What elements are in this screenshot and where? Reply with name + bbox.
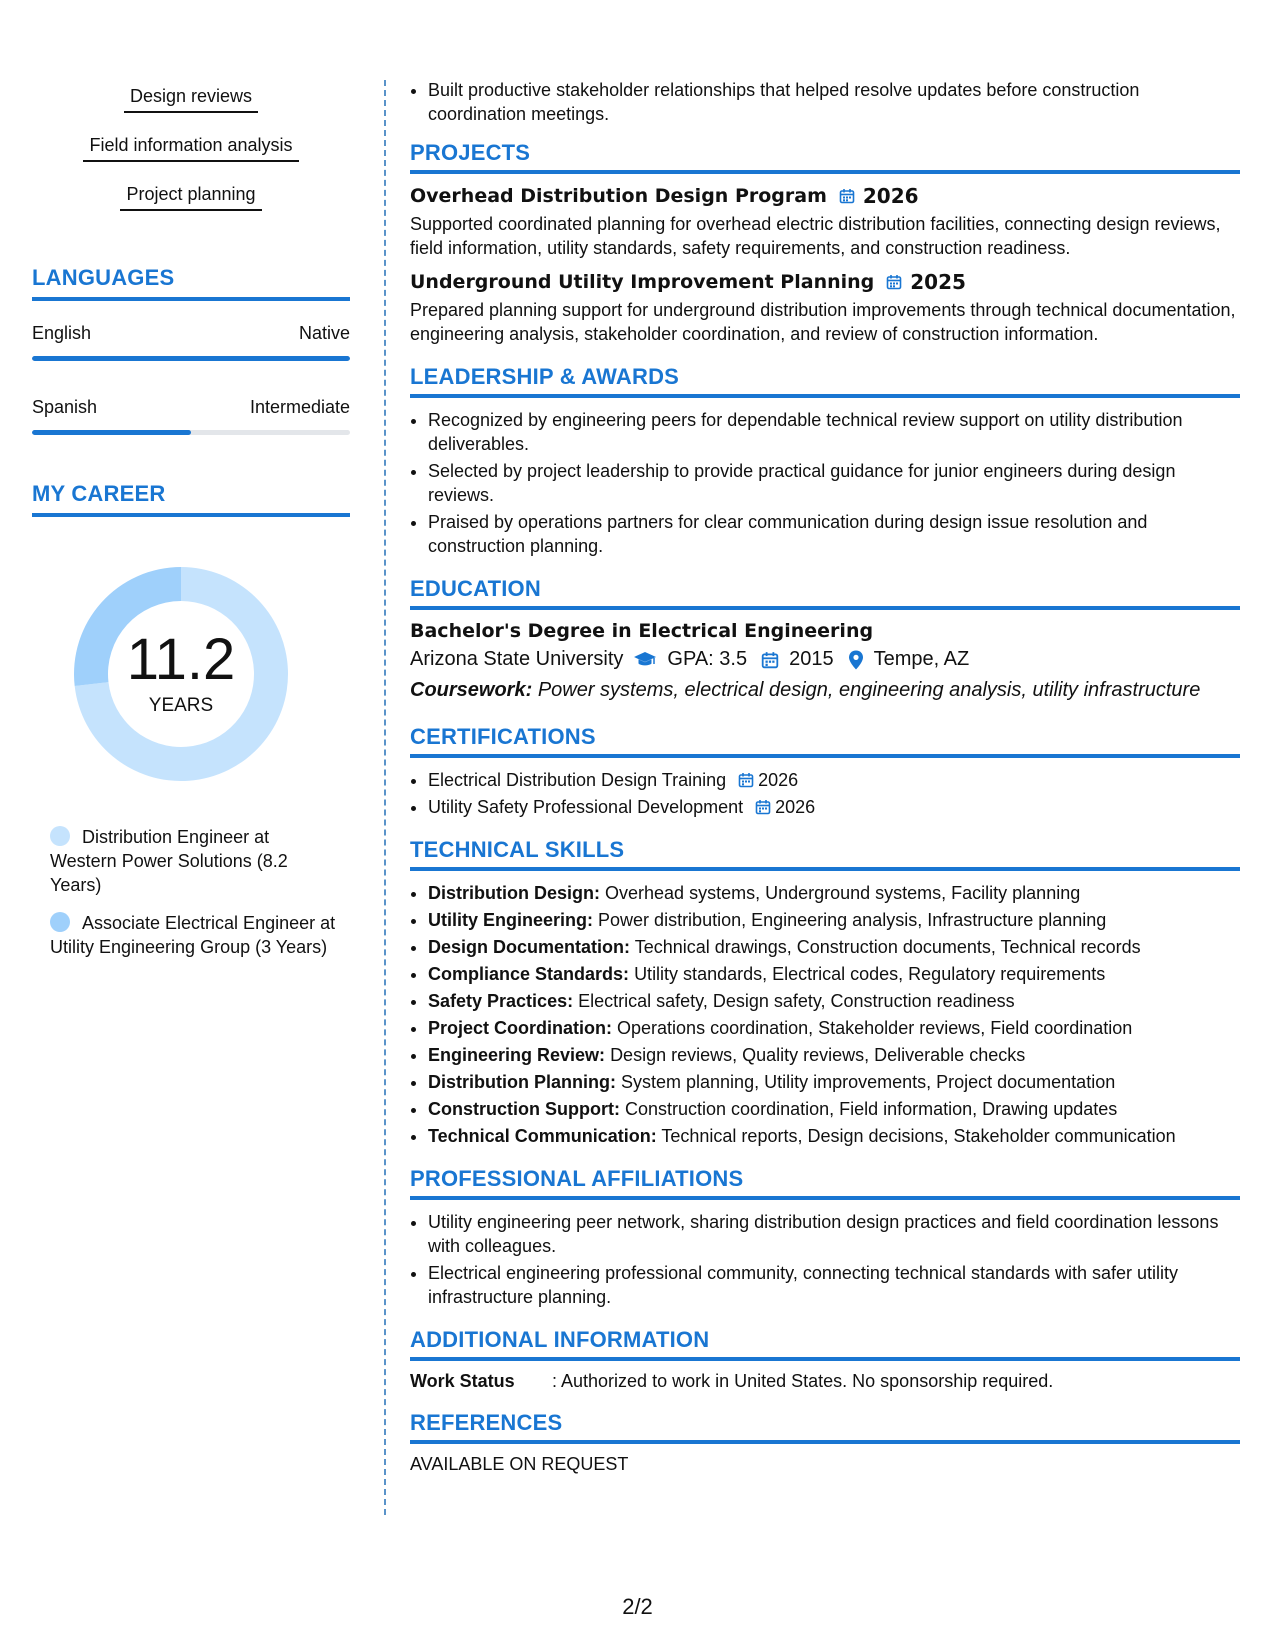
project-title: Underground Utility Improvement Planning xyxy=(410,271,875,293)
certifications-list xyxy=(410,768,1240,819)
map-pin-icon xyxy=(848,650,864,670)
language-item xyxy=(32,397,350,435)
affiliation-item: • Electrical engineering professional community, connecting technical standards with safer utility infrastructure planning. xyxy=(428,1261,1240,1309)
language-item xyxy=(32,323,350,361)
languages-list xyxy=(32,323,350,435)
language-bar xyxy=(32,356,350,361)
coursework-list: Power systems, electrical design, engineering analysis, utility infrastructure xyxy=(537,679,1201,701)
skill-category: Engineering Review: xyxy=(428,1045,606,1065)
education-degree: Bachelor's Degree in Electrical Engineering xyxy=(410,620,874,642)
project-title: Overhead Distribution Design Program xyxy=(410,185,827,207)
skill-category: Technical Communication: xyxy=(428,1126,657,1146)
additional-info-title: ADDITIONAL INFORMATION xyxy=(410,1327,1240,1361)
work-status-label: Work Status xyxy=(410,1371,515,1391)
skill-values: Construction coordination, Field information, Drawing updates xyxy=(625,1099,1118,1119)
career-legend-label: Distribution Engineer at Western Power Solutions (8.2 Years) xyxy=(50,827,288,895)
leadership-item: • Praised by operations partners for clear communication during design issue resolution and construction planning. xyxy=(428,510,1240,558)
projects-title: PROJECTS xyxy=(410,140,1240,174)
education-location: Tempe, AZ xyxy=(873,648,970,670)
certification-item xyxy=(428,768,1240,792)
skill-values: Design reviews, Quality reviews, Deliverable checks xyxy=(610,1045,1026,1065)
project-description: Supported coordinated planning for overhead electric distribution facilities, connecting design reviews, field information, utility standards, safety requirements, and construction readiness. xyxy=(410,214,1221,258)
career-legend-label: Associate Electrical Engineer at Utility Engineering Group (3 Years) xyxy=(50,913,336,957)
career-total: 11.2 xyxy=(126,627,236,692)
project-year: 2026 xyxy=(862,184,919,208)
leadership-list xyxy=(410,408,1240,558)
leadership-item: • Recognized by engineering peers for dependable technical review support on utility distribution deliverables. xyxy=(428,408,1240,456)
career-title: MY CAREER xyxy=(32,481,350,517)
certification-name: • Utility Safety Professional Development xyxy=(428,797,744,817)
language-level: Native xyxy=(298,323,350,343)
affiliations-list xyxy=(410,1210,1240,1309)
page-number: 2/2 xyxy=(622,1594,653,1619)
technical-skill-item xyxy=(428,935,1240,959)
project-description: Prepared planning support for underground distribution improvements through technical documentation, engineering analysis, stakeholder coordination, and review of construction information. xyxy=(410,300,1236,344)
calendar-icon xyxy=(886,274,902,290)
technical-skill-item xyxy=(428,908,1240,932)
skill-values: Technical drawings, Construction documents, Technical records xyxy=(634,937,1141,957)
career-unit: YEARS xyxy=(148,695,214,716)
project-item xyxy=(410,184,1240,260)
affiliations-title: PROFESSIONAL AFFILIATIONS xyxy=(410,1166,1240,1200)
skill-values: Operations coordination, Stakeholder reviews, Field coordination xyxy=(617,1018,1133,1038)
language-level: Intermediate xyxy=(249,397,350,417)
career-legend-item xyxy=(50,911,340,959)
technical-skills-list xyxy=(410,881,1240,1148)
languages-title: LANGUAGES xyxy=(32,265,350,301)
project-year: 2025 xyxy=(910,270,966,294)
affiliation-item: • Utility engineering peer network, sharing distribution design practices and field coordination lessons with colleagues. xyxy=(428,1210,1240,1258)
skill-chips xyxy=(32,80,350,227)
work-status-value: : Authorized to work in United States. No sponsorship required. xyxy=(552,1371,1054,1391)
references-title: REFERENCES xyxy=(410,1410,1240,1444)
right-column xyxy=(410,78,1240,1475)
experience-bullets xyxy=(410,78,1240,126)
skill-category: Distribution Planning: xyxy=(428,1072,616,1092)
skill-values: Power distribution, Engineering analysis, Infrastructure planning xyxy=(598,910,1107,930)
technical-skill-item xyxy=(428,1070,1240,1094)
technical-skill-item xyxy=(428,989,1240,1013)
calendar-icon xyxy=(755,799,771,815)
skill-values: System planning, Utility improvements, Project documentation xyxy=(621,1072,1116,1092)
education-gpa: GPA: 3.5 xyxy=(667,648,748,670)
leadership-title: LEADERSHIP & AWARDS xyxy=(410,364,1240,398)
career-donut xyxy=(66,559,296,789)
skill-category: Project Coordination: xyxy=(428,1018,612,1038)
education-item xyxy=(410,620,1240,702)
career-legend-item xyxy=(50,825,340,897)
language-bar-fill xyxy=(32,430,191,435)
skill-category: Distribution Design: xyxy=(428,883,600,903)
certification-item xyxy=(428,795,1240,819)
technical-skill-item xyxy=(428,881,1240,905)
calendar-icon xyxy=(839,188,855,204)
education-year: 2015 xyxy=(789,648,834,670)
skill-values: Technical reports, Design decisions, Stakeholder communication xyxy=(661,1126,1176,1146)
coursework-label: Coursework: xyxy=(410,679,533,701)
graduation-cap-icon xyxy=(633,651,657,669)
skill-chip: Design reviews xyxy=(124,84,258,113)
experience-bullet: • Built productive stakeholder relationships that helped resolve updates before construction coordination meetings. xyxy=(428,78,1240,126)
legend-dot xyxy=(50,826,70,846)
skill-category: Construction Support: xyxy=(428,1099,620,1119)
skill-values: Utility standards, Electrical codes, Regulatory requirements xyxy=(634,964,1106,984)
technical-skill-item xyxy=(428,1016,1240,1040)
column-divider xyxy=(384,80,386,1515)
skill-category: Safety Practices: xyxy=(428,991,574,1011)
certification-name: • Electrical Distribution Design Training xyxy=(428,770,727,790)
education-school: Arizona State University xyxy=(410,648,624,670)
project-item xyxy=(410,270,1240,346)
work-status-row xyxy=(410,1371,1240,1392)
calendar-icon xyxy=(738,772,754,788)
technical-skill-item xyxy=(428,1097,1240,1121)
technical-skill-item xyxy=(428,1043,1240,1067)
career-legend xyxy=(32,825,340,959)
skill-chip: Field information analysis xyxy=(83,133,298,162)
left-column xyxy=(32,80,350,973)
skill-values: Overhead systems, Underground systems, Facility planning xyxy=(605,883,1081,903)
education-title: EDUCATION xyxy=(410,576,1240,610)
technical-skill-item xyxy=(428,1124,1240,1148)
skill-category: Design Documentation: xyxy=(428,937,631,957)
language-bar-fill xyxy=(32,356,350,361)
technical-skill-item xyxy=(428,962,1240,986)
leadership-item: • Selected by project leadership to provide practical guidance for junior engineers during design reviews. xyxy=(428,459,1240,507)
certifications-title: CERTIFICATIONS xyxy=(410,724,1240,758)
skill-values: Electrical safety, Design safety, Construction readiness xyxy=(578,991,1015,1011)
skill-category: Compliance Standards: xyxy=(428,964,630,984)
certification-year: 2026 xyxy=(775,797,816,817)
skill-category: Utility Engineering: xyxy=(428,910,594,930)
calendar-icon xyxy=(761,651,779,669)
skill-chip: Project planning xyxy=(120,182,261,211)
language-bar xyxy=(32,430,350,435)
legend-dot xyxy=(50,912,70,932)
certification-year: 2026 xyxy=(758,770,799,790)
references-value: AVAILABLE ON REQUEST xyxy=(410,1454,629,1474)
technical-skills-title: TECHNICAL SKILLS xyxy=(410,837,1240,871)
language-name: Spanish xyxy=(32,397,98,417)
language-name: English xyxy=(32,323,92,343)
